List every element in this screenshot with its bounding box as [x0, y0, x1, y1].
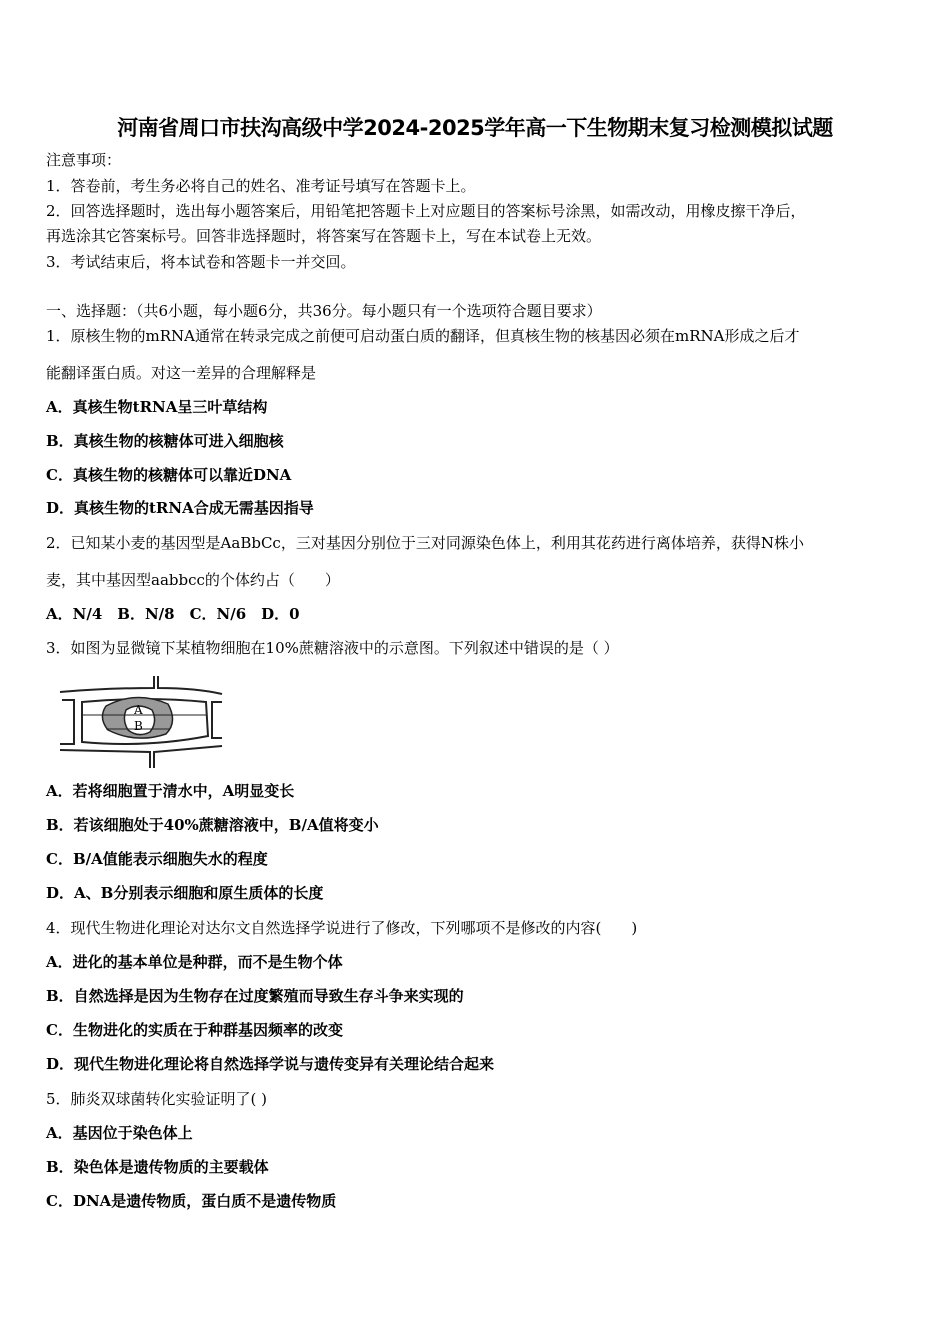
question-stem: 4．现代生物进化理论对达尔文自然选择学说进行了修改，下列哪项不是修改的内容( ): [46, 919, 638, 937]
option: B．自然选择是因为生物存在过度繁殖而导致生存斗争来实现的: [46, 987, 464, 1005]
figure-label-a: A: [134, 703, 143, 717]
option: B．染色体是遗传物质的主要载体: [46, 1158, 269, 1176]
question-stem: 麦，其中基因型aabbcc的个体约占（ ）: [46, 571, 340, 589]
question-stem: 1．原核生物的mRNA通常在转录完成之前便可启动蛋白质的翻译，但真核生物的核基因必须在mRNA形成之后才: [46, 327, 800, 345]
option: D．现代生物进化理论将自然选择学说与遗传变异有关理论结合起来: [46, 1055, 495, 1073]
option: C．B/A值能表示细胞失水的程度: [46, 850, 268, 868]
option: A．若将细胞置于清水中，A明显变长: [46, 782, 295, 800]
notice-item: 再选涂其它答案标号。回答非选择题时，将答案写在答题卡上，写在本试卷上无效。: [46, 227, 602, 245]
question-stem: 2．已知某小麦的基因型是AaBbCc，三对基因分别位于三对同源染色体上，利用其花药进行离体培养，获得N株小: [46, 534, 804, 552]
notice-item: 1．答卷前，考生务必将自己的姓名、准考证号填写在答题卡上。: [46, 177, 476, 195]
notice-item: 2．回答选择题时，选出每小题答案后，用铅笔把答题卡上对应题目的答案标号涂黑，如需改动，用橡皮擦干净后，: [46, 202, 806, 220]
page-title: 河南省周口市扶沟高级中学2024-2025学年高一下生物期末复习检测模拟试题: [117, 116, 833, 140]
option: C．真核生物的核糖体可以靠近DNA: [46, 466, 292, 484]
option: D．A、B分别表示细胞和原生质体的长度: [46, 884, 324, 902]
option: A．真核生物tRNA呈三叶草结构: [46, 398, 268, 416]
section-heading: 一、选择题：（共6小题，每小题6分，共36分。每小题只有一个选项符合题目要求）: [46, 302, 602, 320]
option: C．生物进化的实质在于种群基因频率的改变: [46, 1021, 343, 1039]
question-stem: 能翻译蛋白质。对这一差异的合理解释是: [46, 364, 317, 382]
option: C．DNA是遗传物质，蛋白质不是遗传物质: [46, 1192, 337, 1210]
option: D．真核生物的tRNA合成无需基因指导: [46, 499, 314, 517]
option: B．真核生物的核糖体可进入细胞核: [46, 432, 284, 450]
notice-heading: 注意事项：: [46, 151, 122, 169]
option: A．进化的基本单位是种群，而不是生物个体: [46, 953, 343, 971]
plant-cell-figure: [46, 672, 230, 770]
option: A．基因位于染色体上: [46, 1124, 193, 1142]
option: A．N/4 B．N/8 C．N/6 D．0: [46, 605, 300, 623]
option: B．若该细胞处于40%蔗糖溶液中，B/A值将变小: [46, 816, 379, 834]
figure-label-b: B: [134, 719, 143, 733]
question-stem: 5．肺炎双球菌转化实验证明了( ): [46, 1090, 268, 1108]
question-stem: 3．如图为显微镜下某植物细胞在10%蔗糖溶液中的示意图。下列叙述中错误的是（ ）: [46, 639, 619, 657]
notice-item: 3．考试结束后，将本试卷和答题卡一并交回。: [46, 253, 356, 271]
